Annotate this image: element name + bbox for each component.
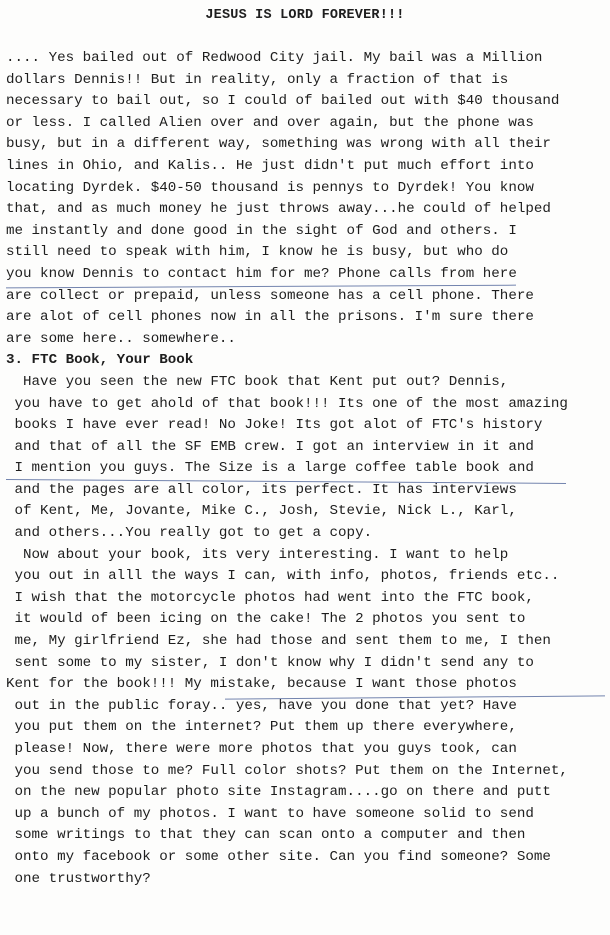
text-line: please! Now, there were more photos that you guys took, can bbox=[6, 741, 517, 757]
text-line: it would of been icing on the cake! The 2 photos you sent to bbox=[6, 611, 526, 628]
text-line: books I have ever read! No Joke! Its got alot of FTC's history bbox=[6, 417, 543, 434]
text-line: are alot of cell phones now in all the prisons. I'm sure there bbox=[6, 309, 534, 326]
text-line: you have to get ahold of that book!!! Its one of the most amazing bbox=[6, 395, 568, 412]
text-line: you put them on the internet? Put them up there everywhere, bbox=[6, 719, 517, 736]
text-line: busy, but in a different way, something was wrong with all their bbox=[6, 136, 551, 153]
text-line: necessary to bail out, so I could of bailed out with $40 thousand bbox=[6, 93, 560, 110]
text-line: you out in alll the ways I can, with info, photos, friends etc.. bbox=[6, 568, 560, 585]
text-line: and that of all the SF EMB crew. I got an interview in it and bbox=[6, 438, 534, 455]
text-line: you know Dennis to contact him for me? Phone calls from here bbox=[6, 265, 517, 282]
text-line: Kent for the book!!! My mistake, because I want those photos bbox=[6, 676, 517, 693]
text-line: one trustworthy? bbox=[6, 870, 151, 887]
text-line: lines in Ohio, and Kalis.. He just didn't put much effort into bbox=[6, 157, 534, 174]
text-line: and others...You really got to get a copy. bbox=[6, 525, 373, 542]
text-line: are collect or prepaid, unless someone has a cell phone. There bbox=[6, 287, 534, 304]
text-line: of Kent, Me, Jovante, Mike C., Josh, Stevie, Nick L., Karl, bbox=[6, 503, 517, 520]
text-line: you send those to me? Full color shots? Put them on the Internet, bbox=[6, 762, 568, 779]
text-line: and the pages are all color, its perfect. It has interviews bbox=[6, 481, 517, 498]
letter-body bbox=[6, 48, 606, 890]
text-line: up a bunch of my photos. I want to have someone solid to send bbox=[6, 805, 534, 822]
text-line: Have you seen the new FTC book that Kent put out? Dennis, bbox=[6, 373, 509, 390]
text-line: sent some to my sister, I don't know why I didn't send any to bbox=[6, 654, 534, 671]
text-line: that, and as much money he just throws away...he could of helped bbox=[6, 201, 551, 218]
text-line: locating Dyrdek. $40-50 thousand is pennys to Dyrdek! You know bbox=[6, 179, 534, 196]
text-line: I wish that the motorcycle photos had went into the FTC book, bbox=[6, 589, 534, 606]
text-line: out in the public foray.. yes, have you done that yet? Have bbox=[6, 697, 517, 714]
text-line: or less. I called Alien over and over again, but the phone was bbox=[6, 114, 534, 131]
text-line: on the new popular photo site Instagram....go on there and putt bbox=[6, 784, 551, 801]
text-line: me instantly and done good in the sight of God and others. I bbox=[6, 222, 517, 239]
section-heading: 3. FTC Book, Your Book bbox=[6, 352, 194, 369]
text-line: some writings to that they can scan onto a computer and then bbox=[6, 827, 526, 844]
text-line: Now about your book, its very interesting. I want to help bbox=[6, 546, 509, 563]
text-line: still need to speak with him, I know he is busy, but who do bbox=[6, 244, 509, 261]
text-line: are some here.. somewhere.. bbox=[6, 330, 236, 347]
text-line: dollars Dennis!! But in reality, only a fraction of that is bbox=[6, 71, 509, 88]
text-line: I mention you guys. The Size is a large coffee table book and bbox=[6, 460, 534, 477]
text-line: .... Yes bailed out of Redwood City jail. My bail was a Million bbox=[6, 50, 543, 66]
text-line: me, My girlfriend Ez, she had those and sent them to me, I then bbox=[6, 633, 551, 650]
page-title: JESUS IS LORD FOREVER!!! bbox=[205, 8, 405, 23]
text-line: onto my facebook or some other site. Can you find someone? Some bbox=[6, 848, 551, 865]
